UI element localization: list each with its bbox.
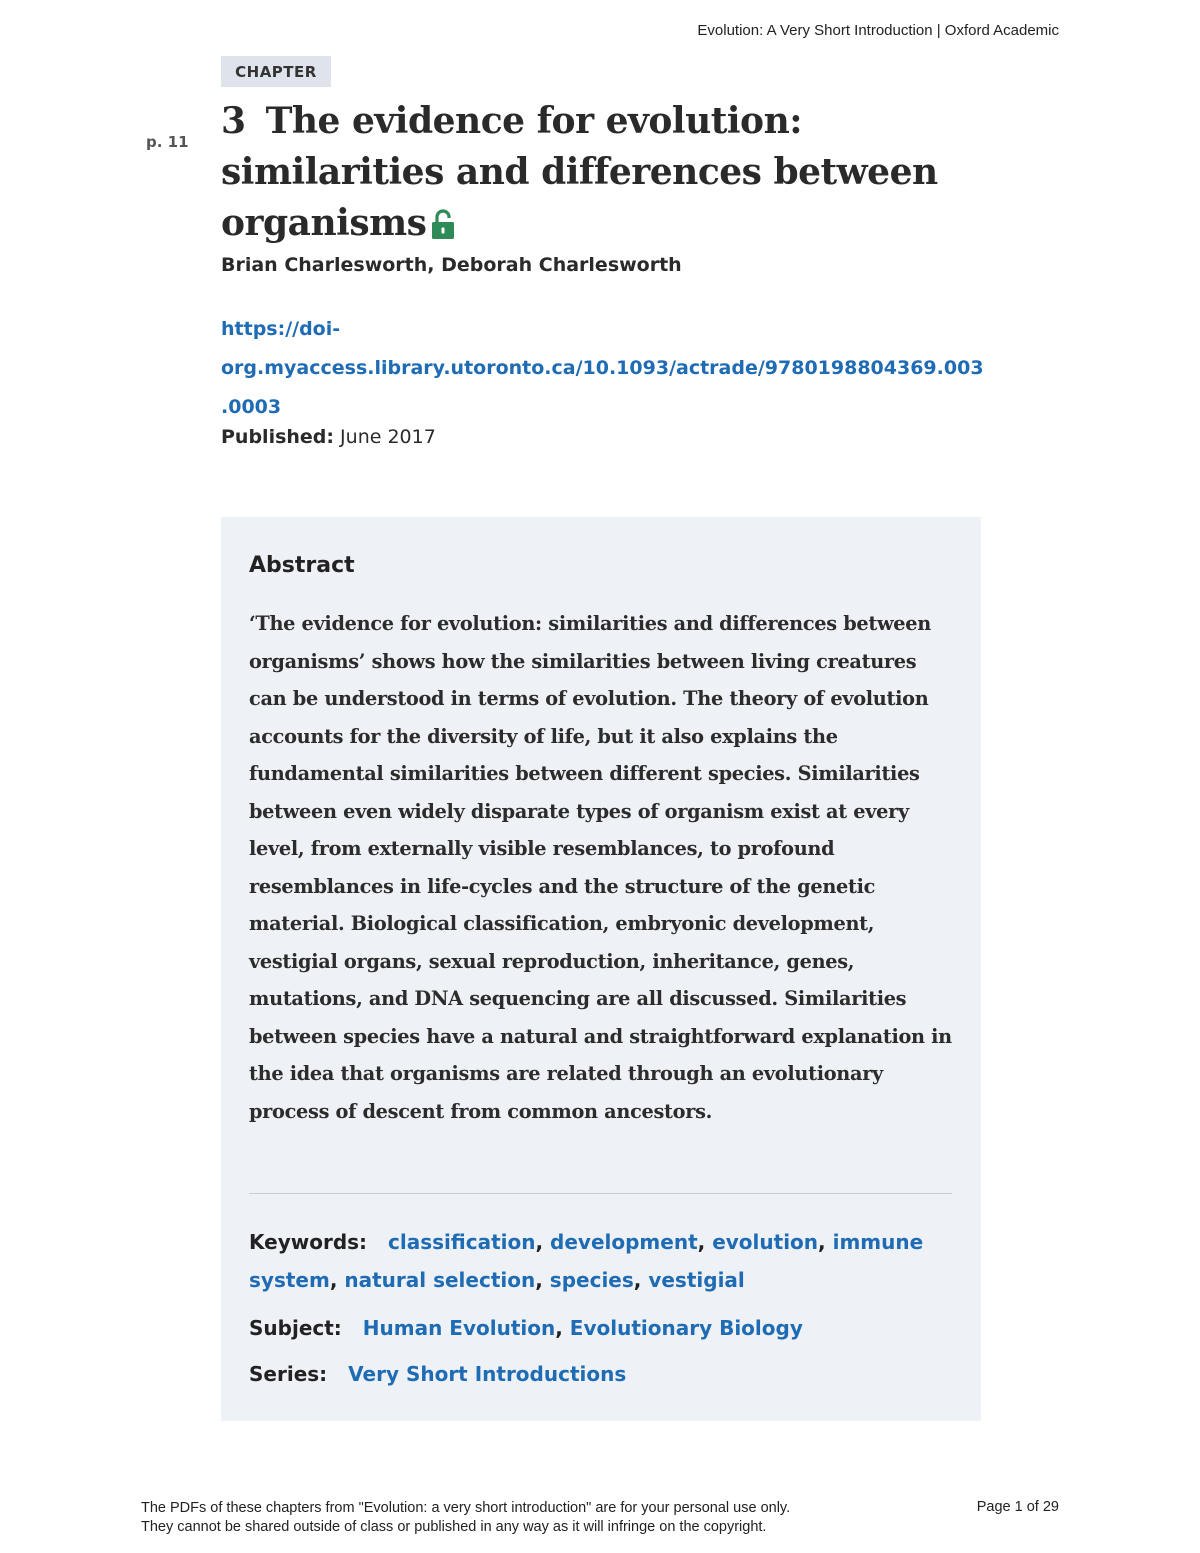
keywords-row: Keywords: classification, development, evolution, immune system, natural selection, species, vestigial xyxy=(249,1230,924,1292)
doi-link[interactable] xyxy=(221,310,984,427)
series-row xyxy=(249,1355,949,1393)
series-label: Series: xyxy=(249,1362,328,1386)
abstract-heading: Abstract xyxy=(249,553,355,578)
open-lock-icon xyxy=(432,202,454,253)
published-date xyxy=(221,426,436,448)
doi-line: .0003 xyxy=(221,396,282,418)
chapter-tag: CHAPTER xyxy=(221,56,331,87)
chapter-number: 3 xyxy=(221,100,246,142)
doi-line: org.myaccess.library.utoronto.ca/10.1093/actrade/9780198804369.003 xyxy=(221,357,984,379)
keyword-link[interactable]: classification xyxy=(388,1230,536,1254)
page-title xyxy=(221,96,961,253)
series-link[interactable]: Very Short Introductions xyxy=(348,1362,627,1386)
running-header: Evolution: A Very Short Introduction | Oxford Academic xyxy=(697,22,1059,39)
doi-line: https://doi- xyxy=(221,318,341,340)
divider xyxy=(249,1193,952,1194)
published-value: June 2017 xyxy=(340,426,436,448)
abstract-text: ‘The evidence for evolution: similarities and differences between organisms’ shows how the similarities between living creatures can be understood in terms of evolution. The theory of evolution accounts for the diversity of life, but it also explains the fundamental similarities between different species. Similarities between even widely disparate types of organism exist at every level, from externally visible resemblances, to profound resemblances in life-cycles and the structure of the genetic material. Biological classification, embryonic development, vestigial organs, sexual reproduction, inheritance, genes, mutations, and DNA sequencing are all discussed. Similarities between species have a natural and straightforward explanation in the idea that organisms are related through an evolutionary process of descent from common ancestors. xyxy=(249,612,952,1123)
keyword-link[interactable]: immune system xyxy=(249,1230,924,1292)
subject-label: Subject: xyxy=(249,1316,342,1340)
abstract-box xyxy=(221,517,981,1421)
keyword-link[interactable]: vestigial xyxy=(648,1268,745,1292)
keyword-link[interactable]: natural selection xyxy=(344,1268,536,1292)
subject-row: Subject: Human Evolution, Evolutionary Biology xyxy=(249,1316,803,1340)
subject-link[interactable]: Evolutionary Biology xyxy=(569,1316,803,1340)
keyword-link[interactable]: species xyxy=(549,1268,634,1292)
footer-line: The PDFs of these chapters from "Evolution: a very short introduction" are for your personal use only. xyxy=(141,1500,791,1516)
keywords-label: Keywords: xyxy=(249,1230,368,1254)
published-label: Published: xyxy=(221,426,334,448)
keyword-link[interactable]: development xyxy=(550,1230,698,1254)
footer-line: They cannot be shared outside of class or published in any way as it will infringe on the copyright. xyxy=(141,1519,767,1535)
subject-link[interactable]: Human Evolution xyxy=(362,1316,556,1340)
keyword-link[interactable]: evolution xyxy=(712,1230,819,1254)
authors: Brian Charlesworth, Deborah Charlesworth xyxy=(221,254,682,276)
page-marker: p. 11 xyxy=(146,133,189,151)
page-count: Page 1 of 29 xyxy=(976,1499,1059,1515)
chapter-title: The evidence for evolution: similarities and differences between organisms xyxy=(221,100,938,244)
footer-note xyxy=(141,1499,901,1537)
